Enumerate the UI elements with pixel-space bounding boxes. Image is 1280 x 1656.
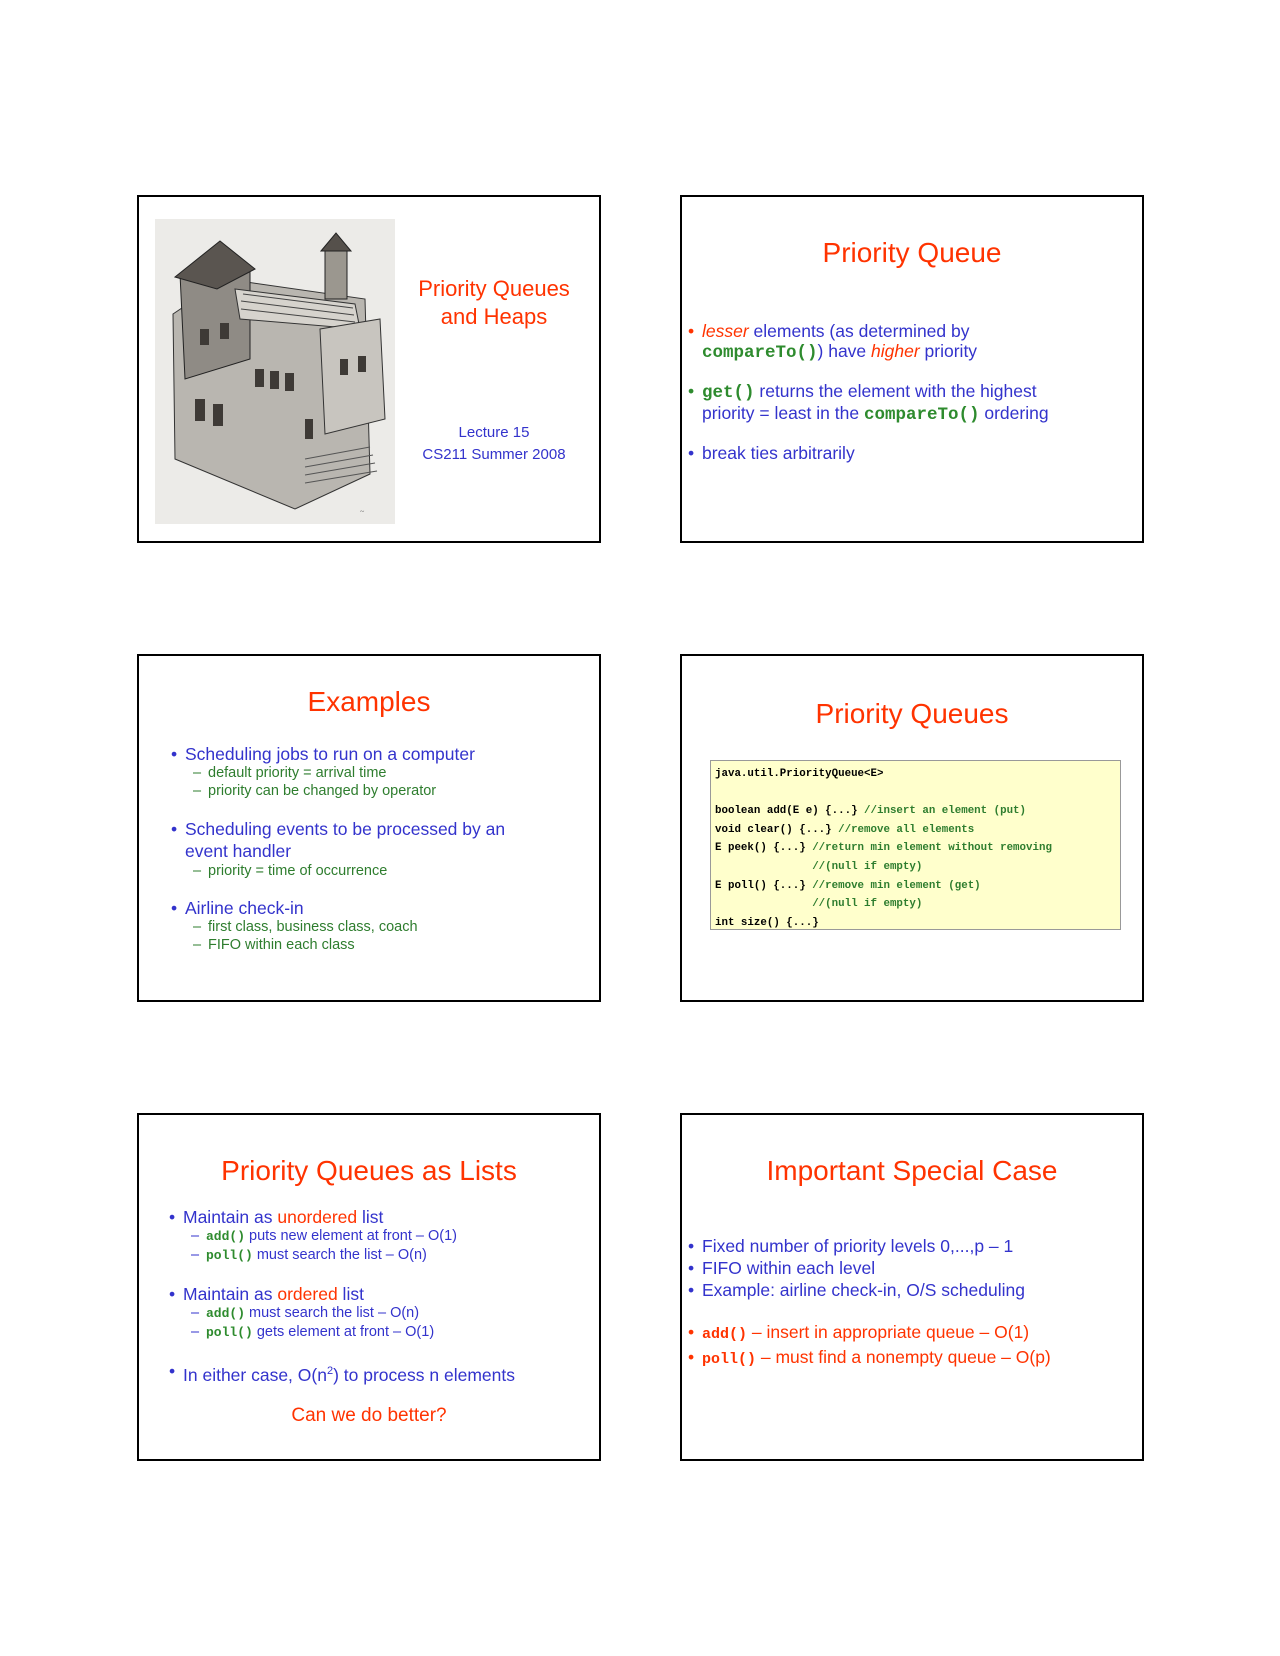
bullet-text: Fixed number of priority levels 0,...,p – 1 <box>702 1236 1014 1256</box>
bullet-text: Scheduling jobs to run on a computer <box>185 744 475 764</box>
emph-ordered: ordered <box>277 1284 338 1304</box>
bullet-text: FIFO within each level <box>702 1258 876 1278</box>
bullet-item: • FIFO within each level <box>688 1258 876 1278</box>
bullet-text: Airline check-in <box>185 898 304 918</box>
code-line <box>715 898 812 910</box>
bullet-item: • Maintain as ordered list <box>169 1284 364 1304</box>
code-line: java.util.PriorityQueue<E> <box>715 768 884 780</box>
code-comment: //(null if empty) <box>812 898 923 911</box>
slide-title: Priority Queues <box>815 698 1009 729</box>
sub-bullet: – poll() gets element at front – O(1) <box>191 1324 435 1340</box>
bullet-text: ) to process n elements <box>333 1364 515 1385</box>
bullet-list <box>165 744 599 954</box>
code-poll: poll() <box>206 1248 253 1263</box>
slide-priority-queues-api <box>680 654 1144 1002</box>
code-line <box>715 861 812 873</box>
code-add: add() <box>206 1229 246 1244</box>
sub-bullet-text: first class, business class, coach <box>208 919 418 935</box>
slide-subtitle <box>389 422 599 466</box>
slide-title <box>137 195 601 543</box>
emph-lesser: lesser <box>702 321 749 341</box>
title-line-2: and Heaps <box>440 304 548 329</box>
escher-illustration <box>155 219 395 524</box>
code-compareto: compareTo() <box>702 343 818 363</box>
sub-bullet-text: FIFO within each class <box>208 937 355 953</box>
sub-bullet-text: gets element at front – O(1) <box>252 1324 435 1340</box>
sub-bullet: – default priority = arrival time <box>193 765 387 781</box>
slide-title: Priority Queues as Lists <box>221 1155 517 1186</box>
bullet-text: event handler <box>185 841 292 861</box>
bullet-text: In either case, O(n <box>183 1364 327 1385</box>
slide-title: Examples <box>307 686 431 717</box>
course-label: CS211 Summer 2008 <box>422 446 566 463</box>
code-line: E poll() {...} <box>715 879 813 892</box>
slide-priority-queue <box>680 195 1144 543</box>
code-add: add() <box>206 1306 246 1321</box>
slide-important-special-case <box>680 1113 1144 1461</box>
bullet-text: Maintain as <box>183 1207 278 1227</box>
sub-bullet-text: priority can be changed by operator <box>208 783 437 799</box>
sub-bullet-text: priority = time of occurrence <box>208 863 388 879</box>
bullet-text: ordering <box>979 403 1049 423</box>
code-comment: //return min element without removing <box>812 842 1052 855</box>
code-line: boolean add(E e) {...} <box>715 805 865 818</box>
bullet-text: ) have <box>817 341 872 361</box>
slide-title-text <box>389 275 599 331</box>
lecture-label: Lecture 15 <box>458 424 530 441</box>
slide-examples <box>137 654 601 1002</box>
bullet-item: • Scheduling jobs to run on a computer <box>171 744 475 764</box>
bullet-text: list <box>357 1207 384 1227</box>
bullet-text: priority = least in the <box>702 403 864 423</box>
bullet-item: • In either case, $O(n^2)$ to process n elements <box>169 1361 515 1385</box>
sub-bullet: – add() puts new element at front – O(1) <box>191 1228 457 1244</box>
bullet-item: • Scheduling events to be processed by an event handler <box>171 819 506 861</box>
bullet-item: • get() returns the element with the highest priority = least in the compareTo() ordering <box>688 381 1049 425</box>
bullet-list <box>163 1207 599 1385</box>
sub-bullet-text: puts new element at front – O(1) <box>245 1228 457 1244</box>
code-line: E peek() {...} <box>715 842 813 855</box>
slide-title: Priority Queue <box>822 237 1002 268</box>
question-text: Can we do better? <box>291 1405 447 1426</box>
bullet-text: returns the element with the highest <box>754 381 1037 401</box>
sub-bullet: – add() must search the list – O(n) <box>191 1305 420 1321</box>
code-add: add() <box>702 1326 748 1343</box>
code-line: int size() {...} <box>715 916 819 929</box>
bullet-list <box>682 1235 1142 1371</box>
sub-bullet: – FIFO within each class <box>193 937 355 953</box>
sub-bullet-text: default priority = arrival time <box>208 765 387 781</box>
bullet-item: • Maintain as unordered list <box>169 1207 384 1227</box>
code-comment: //insert an element (put) <box>864 805 1027 818</box>
sub-bullet: – poll() must search the list – O(n) <box>191 1247 427 1263</box>
bullet-item: • poll() – must find a nonempty queue – O(p) <box>688 1347 1051 1368</box>
sub-bullet: – priority = time of occurrence <box>193 863 388 879</box>
code-get: get() <box>702 383 755 403</box>
code-block <box>710 760 1121 930</box>
bullet-text: – insert in appropriate queue – O(1) <box>747 1322 1030 1342</box>
sub-bullet-text: must search the list – O(n) <box>252 1247 427 1263</box>
bullet-text: – must find a nonempty queue – O(p) <box>756 1347 1051 1367</box>
bullet-text: Example: airline check-in, O/S scheduling <box>702 1280 1025 1300</box>
code-comment: //remove all elements <box>838 823 975 836</box>
code-poll: poll() <box>206 1325 253 1340</box>
superscript: 2 <box>326 1365 334 1377</box>
svg-text:~: ~ <box>360 507 365 516</box>
bullet-text: priority <box>919 341 978 361</box>
code-line: void clear() {...} <box>715 823 839 836</box>
code-poll: poll() <box>702 1351 757 1368</box>
bullet-list <box>682 321 1142 463</box>
bullet-text: list <box>337 1284 364 1304</box>
sub-bullet-text: must search the list – O(n) <box>245 1305 420 1321</box>
slide-title: Important Special Case <box>766 1155 1058 1186</box>
bullet-item: • add() – insert in appropriate queue – O(1) <box>688 1322 1030 1343</box>
bullet-text: Scheduling events to be processed by an <box>185 819 506 839</box>
bullet-item: • lesser elements (as determined by compareTo()) have higher priority <box>688 321 978 363</box>
emph-unordered: unordered <box>277 1207 358 1227</box>
bullet-item: • Fixed number of priority levels 0,...,p – 1 <box>688 1236 1014 1256</box>
code-comment: //(null if empty) <box>812 860 923 873</box>
sub-bullet: – first class, business class, coach <box>193 919 418 935</box>
bullet-item: • Airline check-in <box>171 898 304 918</box>
bullet-item: • Example: airline check-in, O/S scheduling <box>688 1280 1025 1300</box>
sub-bullet: – priority can be changed by operator <box>193 783 437 799</box>
slide-priority-queues-as-lists <box>137 1113 601 1461</box>
title-line-1: Priority Queues <box>418 276 570 301</box>
code-comment: //remove min element (get) <box>812 879 981 892</box>
bullet-text: elements (as determined by <box>748 321 970 341</box>
bullet-item: • break ties arbitrarily <box>688 443 855 463</box>
emph-higher: higher <box>871 341 920 361</box>
code-compareto: compareTo() <box>863 405 980 425</box>
bullet-text: break ties arbitrarily <box>702 443 855 463</box>
bullet-text: Maintain as <box>183 1284 278 1304</box>
